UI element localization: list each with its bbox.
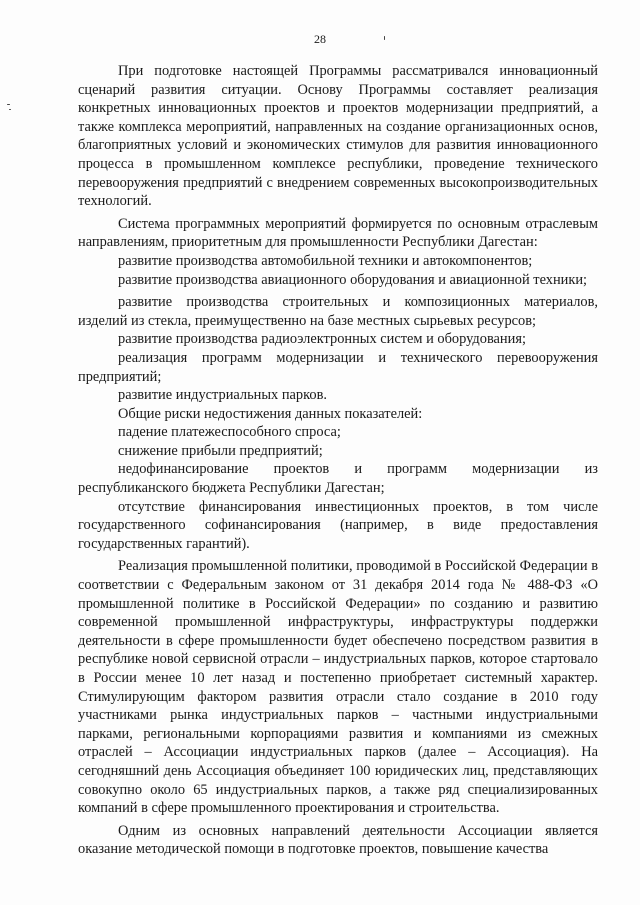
scan-speck [384,36,385,40]
page-number: 28 [314,32,326,46]
list-item-aviation: развитие производства авиационного оборудования и авиационной техники; [118,271,588,288]
paragraph-system: Система программных мероприятий формируется по основным отраслевым направлениям, приоритетным для промышленности Республики Дагестан: [78,215,598,251]
risk-item-no-financing: отсутствие финансирования инвестиционных проектов, в том числе государственного софинансирования (например, в виде предоставления государственных гарантий). [78,498,598,552]
risk-item-underfunding: недофинансирование проектов и программ модернизации из республиканского бюджета Республики Дагестан; [78,461,598,497]
scan-speck [7,104,10,105]
paragraph-intro: При подготовке настоящей Программы рассматривался инновационный сценарий развития ситуации. Основу Программы составляет реализация конкретных инновационных проектов и проектов модернизации предприятий, а также комплекса мероприятий, направленных на создание организационных основ, благоприятных условий и экономических стимулов для развития инновационного процесса в промышленном комплексе республики, проведение технического перевооружения предприятий с внедрением современных высокопроизводительных технологий. [78,63,598,210]
risk-item-profit: снижение прибыли предприятий; [118,442,323,459]
paragraph-industrial-policy: Реализация промышленной политики, проводимой в Российской Федерации в соответствии с Федеральным законом от 31 декабря 2014 года № 488-ФЗ «О промышленной политике в Российской Федерации» по созданию и развитию современной промышленной инфраструктуры, инфраструктуры поддержки деятельности в сфере промышленности будет обеспечено посредством развития в республике новой сервисной отрасли – индустриальных парков, которое стартовало в России менее 10 лет назад и постепенно приобретает системный характер. Стимулирующим фактором развития отрасли стало создание в 2010 году участниками рынка индустриальных парков – частными индустриальными парками, региональными корпорациями развития и компаниями из смежных отраслей – Ассоциации индустриальных парков (далее – Ассоциация). На сегодняшний день Ассоциация объединяет 100 юридических лиц, представляющих совокупно около 65 индустриальных парков, а также ряд специализированных компаний в сфере промышленного проектирования и строительства. [78,558,598,817]
paragraph-risks-heading: Общие риски недостижения данных показателей: [118,405,423,422]
paragraph-association: Одним из основных направлений деятельности Ассоциации является оказание методической помощи в подготовке проектов, повышение качества [78,822,598,858]
list-item-radioelectronics: развитие производства радиоэлектронных систем и оборудования; [118,331,526,348]
document-body [78,62,598,859]
risk-item-demand: падение платежеспособного спроса; [118,424,341,441]
list-item-auto: развитие производства автомобильной техники и автокомпонентов; [118,252,533,269]
list-item-industrial-parks: развитие индустриальных парков. [118,387,327,404]
list-item-modernization: реализация программ модернизации и технического перевооружения предприятий; [78,349,598,385]
scan-speck [9,109,11,110]
list-item-construction: развитие производства строительных и композиционных материалов, изделий из стекла, преимущественно на базе местных сырьевых ресурсов; [78,294,598,329]
